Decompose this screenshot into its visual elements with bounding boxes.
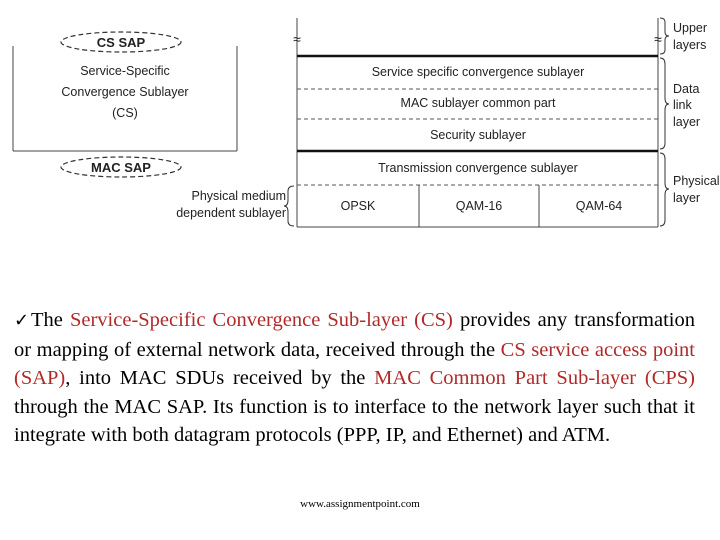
- modulation-opsk: OPSK: [340, 199, 376, 213]
- paragraph-highlight-cps: MAC Common Part Sub-layer (CPS): [374, 367, 696, 390]
- mac-sap-ellipse: [61, 157, 181, 177]
- modulation-qam16: QAM-16: [455, 199, 503, 213]
- upper-layers-label-2: layers: [673, 38, 707, 52]
- cs-sap-ellipse: [61, 32, 181, 52]
- transmission-convergence-sublayer: Transmission convergence sublayer: [378, 161, 578, 175]
- cs-block-line-3: (CS): [112, 106, 138, 120]
- check-mark-icon: ✓: [14, 310, 32, 331]
- data-link-label-3: layer: [673, 115, 701, 129]
- security-sublayer: Security sublayer: [430, 128, 526, 142]
- upper-layers-label-1: Upper: [673, 21, 708, 35]
- break-mark-right: ≈: [654, 31, 662, 47]
- data-link-label-1: Data: [673, 82, 700, 96]
- cs-block-line-1: Service-Specific: [80, 64, 170, 78]
- break-mark-left: ≈: [293, 31, 301, 47]
- paragraph-highlight-cs-sap: CS service access point (SAP): [14, 338, 695, 390]
- physical-layer-label-2: layer: [673, 191, 701, 205]
- modulation-qam64: QAM-64: [575, 199, 623, 213]
- mac-sap-label: MAC SAP: [91, 160, 151, 175]
- phy-label-line-2: dependent sublayer: [176, 206, 286, 220]
- cs-block-line-2: Convergence Sublayer: [61, 85, 189, 99]
- cs-sap-label: CS SAP: [96, 35, 146, 50]
- mac-common-part-sublayer: MAC sublayer common part: [400, 96, 556, 110]
- protocol-stack-diagram: [0, 0, 720, 240]
- phy-label-line-1: Physical medium: [191, 189, 286, 203]
- paragraph-text-3: , into MAC SDUs received by the: [65, 367, 375, 390]
- paragraph-text-2: provides any transformation or mapping of external network data, received through the: [14, 309, 695, 361]
- paragraph-text-1: The: [31, 309, 70, 331]
- service-specific-sublayer: Service specific convergence sublayer: [371, 65, 585, 79]
- data-link-label-2: link: [673, 98, 692, 112]
- physical-layer-brace: [660, 153, 669, 226]
- description-paragraph: [14, 306, 695, 450]
- footer-url: www.assignmentpoint.com: [300, 498, 420, 510]
- data-link-layer-brace: [660, 58, 669, 149]
- paragraph-text-4: through the MAC SAP. Its function is to interface to the network layer such that it integrate with both datagram protocols (PPP, IP, and Ethernet) and ATM.: [14, 395, 695, 447]
- physical-layer-label-1: Physical: [673, 174, 720, 188]
- paragraph-highlight-cs: Service-Specific Convergence Sub-layer (CS): [69, 309, 453, 331]
